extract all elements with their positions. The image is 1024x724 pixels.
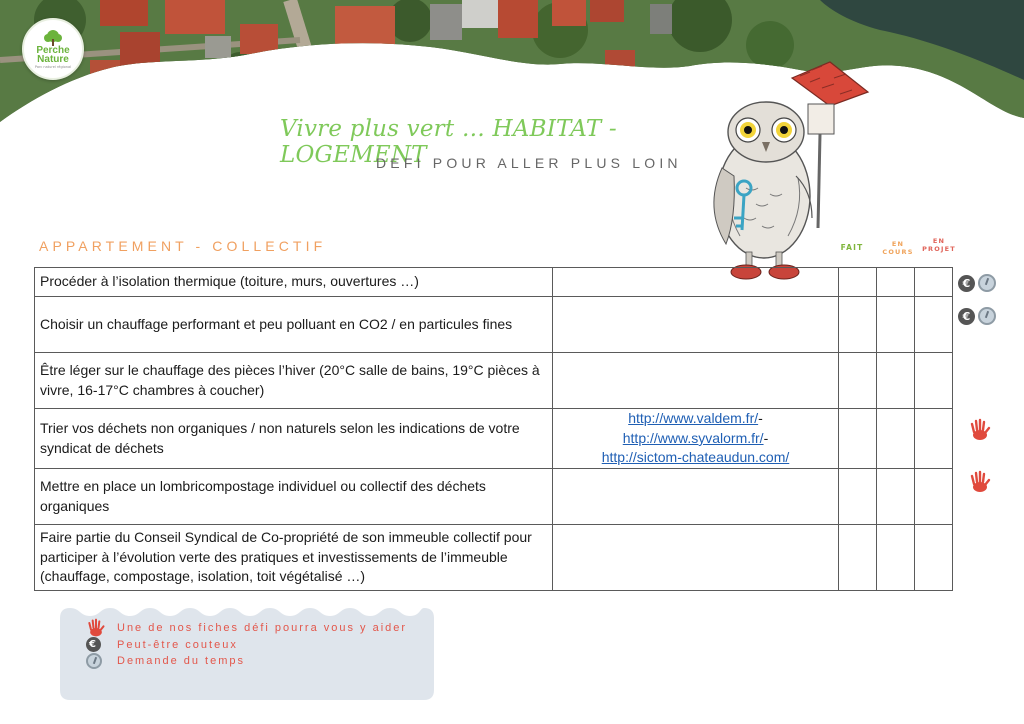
column-en-cours — [878, 240, 918, 256]
hand-icon[interactable] — [968, 470, 992, 494]
checkbox-en-projet[interactable] — [915, 297, 953, 353]
checkbox-en-cours[interactable] — [877, 525, 915, 591]
owl-illustration — [700, 58, 872, 290]
legend — [86, 620, 407, 670]
row-icons — [968, 418, 1018, 442]
table-row — [35, 409, 953, 469]
column-en-projet-label-2: PROJET — [922, 245, 956, 253]
clock-icon — [978, 307, 996, 325]
challenge-table — [34, 267, 953, 591]
euro-icon: € — [86, 637, 101, 652]
tree-icon — [42, 30, 64, 46]
logo-name-line2: Nature — [37, 53, 69, 65]
row-icons — [958, 307, 1008, 325]
table-row — [35, 297, 953, 353]
checkbox-en-projet[interactable] — [915, 268, 953, 297]
row-icons — [968, 470, 1018, 494]
task-cell: Mettre en place un lombricompostage individuel ou collectif des déchets organiques — [35, 469, 553, 525]
checkbox-en-projet[interactable] — [915, 353, 953, 409]
task-cell: Trier vos déchets non organiques / non naturels selon les indications de votre syndicat de déchets — [35, 409, 553, 469]
row-icons — [958, 274, 1008, 292]
page-subtitle: DEFI POUR ALLER PLUS LOIN — [376, 155, 682, 171]
task-cell: Choisir un chauffage performant et peu polluant en CO2 / en particules fines — [35, 297, 553, 353]
link-separator: - — [763, 429, 769, 446]
legend-item-hand — [86, 620, 407, 637]
checkbox-en-cours[interactable] — [877, 353, 915, 409]
link-cell — [553, 353, 839, 409]
legend-item-clock — [86, 653, 407, 670]
column-fait — [836, 244, 868, 252]
perche-nature-logo[interactable] — [22, 18, 84, 80]
checkbox-en-projet[interactable] — [915, 409, 953, 469]
checkbox-en-projet[interactable] — [915, 525, 953, 591]
checkbox-fait[interactable] — [839, 268, 877, 297]
checkbox-en-cours[interactable] — [877, 268, 915, 297]
column-en-projet — [919, 237, 959, 253]
link-sictom[interactable]: http://sictom-chateaudun.com/ — [601, 449, 790, 466]
table-row — [35, 353, 953, 409]
task-cell: Être léger sur le chauffage des pièces l’hiver (20°C salle de bains, 19°C pièces à vivre, 16-17°C chambres à coucher) — [35, 353, 553, 409]
legend-hand-label: Une de nos fiches défi pourra vous y aider — [117, 622, 408, 635]
checkbox-en-cours[interactable] — [877, 469, 915, 525]
column-en-cours-label-1: EN — [891, 240, 905, 248]
link-cell — [553, 268, 839, 297]
logo-subtitle: Parc naturel régional — [34, 64, 72, 69]
legend-euro-label: Peut-être couteux — [117, 638, 238, 651]
checkbox-en-cours[interactable] — [877, 409, 915, 469]
euro-icon: € — [958, 275, 975, 292]
page-title: Vivre plus vert … HABITAT - LOGEMENT — [280, 116, 617, 168]
task-cell: Procéder à l’isolation thermique (toiture, murs, ouvertures …) — [35, 268, 553, 297]
section-title: APPARTEMENT - COLLECTIF — [39, 238, 327, 254]
link-cell — [553, 525, 839, 591]
link-separator: - — [758, 410, 763, 427]
checkbox-fait[interactable] — [839, 297, 877, 353]
column-fait-label: FAIT — [840, 243, 864, 252]
logo-name-line1: Perche — [36, 44, 70, 56]
checkbox-fait[interactable] — [839, 353, 877, 409]
clock-icon — [86, 653, 102, 669]
link-valdem[interactable]: http://www.valdem.fr/ — [628, 410, 759, 427]
checkbox-fait[interactable] — [839, 409, 877, 469]
table-row — [35, 525, 953, 591]
table-row — [35, 469, 953, 525]
hand-icon — [86, 618, 106, 638]
link-syvalorm[interactable]: http://www.syvalorm.fr/ — [622, 429, 764, 446]
column-en-projet-label-1: EN — [932, 237, 946, 245]
legend-clock-label: Demande du temps — [117, 655, 245, 668]
hand-icon[interactable] — [968, 418, 992, 442]
link-cell — [553, 297, 839, 353]
clock-icon — [978, 274, 996, 292]
column-en-cours-label-2: COURS — [882, 248, 914, 256]
euro-icon: € — [958, 308, 975, 325]
checkbox-en-projet[interactable] — [915, 469, 953, 525]
link-cell — [553, 469, 839, 525]
table-row — [35, 268, 953, 297]
link-cell — [553, 409, 839, 469]
task-cell: Faire partie du Conseil Syndical de Co-propriété de son immeuble collectif pour participer à l’évolution verte des pratiques et investissements de l’immeuble (chauffage, compostage, isolation, toit végétalisé …) — [35, 525, 553, 591]
checkbox-fait[interactable] — [839, 469, 877, 525]
checkbox-en-cours[interactable] — [877, 297, 915, 353]
legend-item-euro — [86, 637, 407, 654]
checkbox-fait[interactable] — [839, 525, 877, 591]
